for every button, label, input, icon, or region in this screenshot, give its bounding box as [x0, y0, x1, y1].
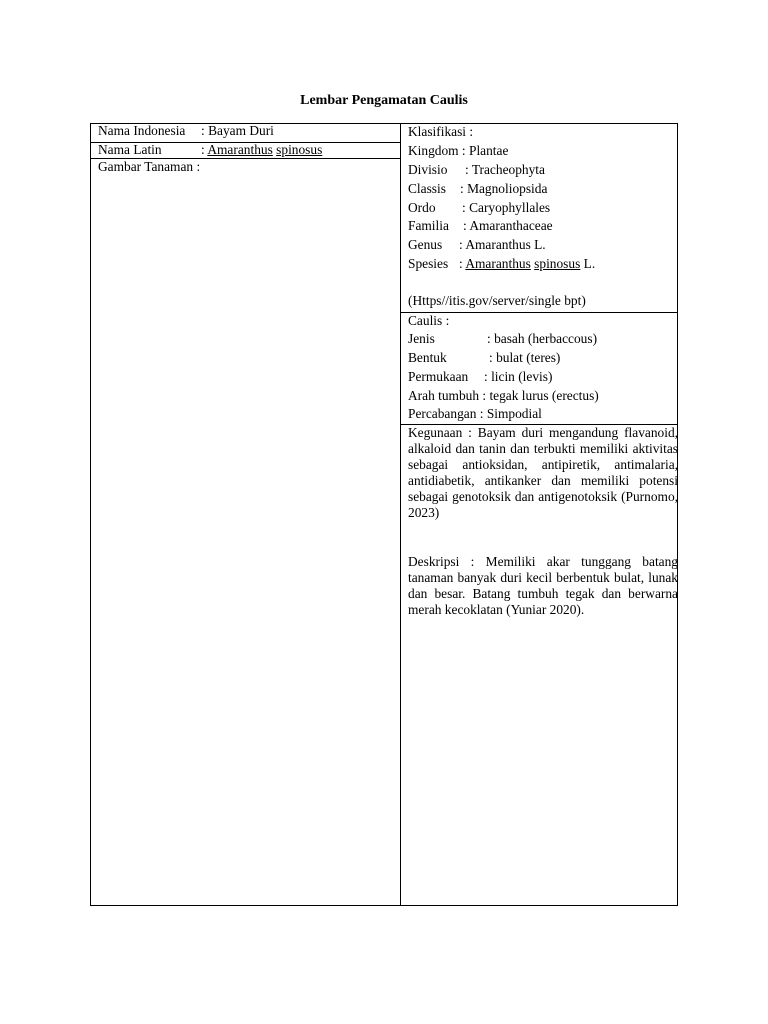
divisio-value: : Tracheophyta [465, 162, 545, 177]
nama-latin-value [201, 142, 322, 158]
kegunaan-paragraph: Kegunaan : Bayam duri mengandung flavanoid, alkaloid dan tanin dan terbukti memiliki aktivitas sebagai antioksidan, antipiretik, antimalaria, antidiabetik, antikanker dan memiliki potensi sebagai genotoksik dan antigenotoksik (Purnomo, 2023) [408, 425, 678, 520]
divisio-label: Divisio [408, 162, 448, 177]
column-divider [400, 123, 401, 906]
jenis-label: Jenis [408, 331, 435, 346]
deskripsi-paragraph: Deskripsi : Memiliki akar tunggang batang tanaman banyak duri kecil berbentuk bulat, lunak dan besar. Batang tumbuh tegak dan berwarna merah kecoklatan (Yuniar 2020). [408, 554, 678, 617]
familia-label: Familia [408, 218, 449, 233]
nama-indonesia-value: : Bayam Duri [201, 123, 274, 138]
gambar-tanaman-label: Gambar Tanaman : [98, 159, 201, 174]
kingdom-line: Kingdom : Plantae [408, 143, 509, 158]
genus-label: Genus [408, 237, 443, 252]
percabangan-line: Percabangan : Simpodial [408, 406, 542, 421]
ordo-label: Ordo [408, 200, 436, 215]
spesies-author: L. [580, 256, 596, 271]
genus-value: : Amaranthus L. [459, 237, 546, 252]
latin-genus: Amaranthus [207, 142, 273, 157]
source-citation: (Https//itis.gov/server/single bpt) [408, 293, 586, 308]
nama-indonesia-row [98, 123, 185, 139]
nama-latin-colon: : [201, 142, 208, 157]
spesies-colon: : [459, 256, 466, 271]
classis-value: : Magnoliopsida [460, 181, 548, 196]
klasifikasi-heading: Klasifikasi : [408, 124, 474, 139]
caulis-heading: Caulis : [408, 313, 450, 328]
familia-value: : Amaranthaceae [463, 218, 553, 233]
bentuk-value: : bulat (teres) [489, 350, 561, 365]
nama-indonesia-label: Nama Indonesia [98, 123, 186, 138]
spesies-value [459, 256, 595, 272]
classis-label: Classis [408, 181, 446, 196]
permukaan-label: Permukaan [408, 369, 469, 384]
spesies-genus: Amaranthus [465, 256, 531, 271]
spesies-label: Spesies [408, 256, 449, 271]
arah-tumbuh-line: Arah tumbuh : tegak lurus (erectus) [408, 388, 599, 403]
page-title: Lembar Pengamatan Caulis [300, 93, 468, 108]
latin-species: spinosus [276, 142, 323, 157]
ordo-value: : Caryophyllales [462, 200, 551, 215]
spesies-species: spinosus [534, 256, 581, 271]
nama-latin-label: Nama Latin [98, 142, 162, 157]
permukaan-value: : licin (levis) [484, 369, 553, 384]
bentuk-label: Bentuk [408, 350, 447, 365]
jenis-value: : basah (herbaccous) [487, 331, 598, 346]
